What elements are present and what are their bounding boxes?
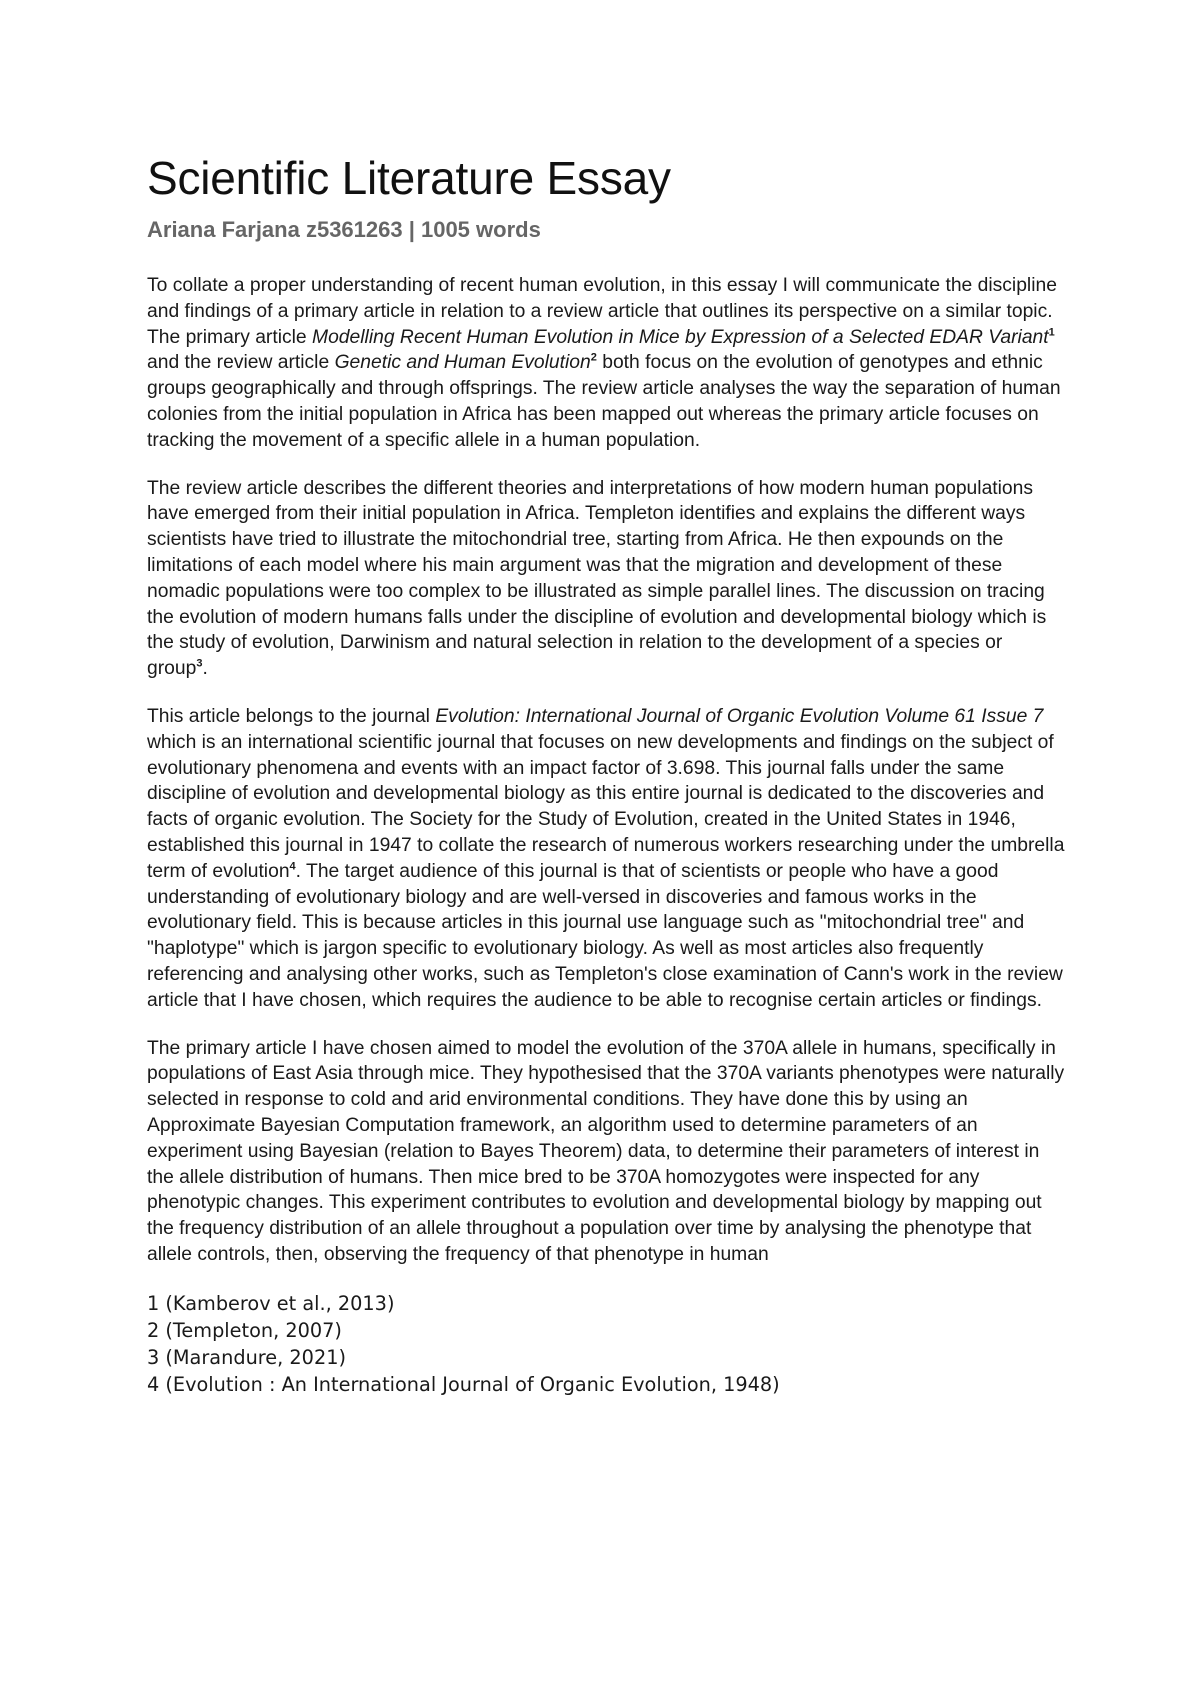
paragraph-2 [147,476,1067,682]
paragraph-text: The primary article I have chosen aimed to model the evolution of the 370A allele in humans, specifically in populations of East Asia through mice. They hypothesised that the 370A variants phenotypes were naturally selected in response to cold and arid environmental conditions. They have done this by using an Approximate Bayesian Computation framework, an algorithm used to determine parameters of an experiment using Bayesian (relation to Bayes Theorem) data, to determine their parameters of interest in the allele distribution of humans. Then mice bred to be 370A homozygotes were inspected for any phenotypic changes. This experiment contributes to evolution and developmental biology by mapping out the frequency distribution of an allele throughout a population over time by analysing the phenotype that allele controls, then, observing the frequency of that phenotype in human [147,1037,1065,1265]
paragraph-text: The review article describes the different theories and interpretations of how modern human populations have emerged from their initial population in Africa. Templeton identifies and explains the different ways scientists have tried to illustrate the mitochondrial tree, starting from Africa. He then expounds on the limitations of each model where his main argument was that the migration and development of these nomadic populations were too complex to be illustrated as simple parallel lines. The discussion on tracing the evolution of modern humans falls under the discipline of evolution and developmental biology which is the study of evolution, Darwinism and natural selection in relation to the development of a species or group [147,477,1047,680]
footnote-marker: 2 [590,351,597,364]
reference-item: 1 (Kamberov et al., 2013) [147,1291,395,1315]
paragraph-text: . The target audience of this journal is that of scientists or people who have a good understanding of evolutionary biology and are well-versed in discoveries and famous works in the evolutionary field. This is because articles in this journal use language such as "mitochondrial tree" and "haplotype" which is jargon specific to evolutionary biology. As well as most articles also frequently referencing and analysing other works, such as Templeton's close examination of Cann's work in the review article that I have chosen, which requires the audience to be able to recognise certain articles or findings. [147,860,1063,1011]
reference-item: 4 (Evolution : An International Journal of Organic Evolution, 1948) [147,1373,780,1397]
reference-item: 3 (Marandure, 2021) [147,1346,347,1370]
document-page [147,150,1067,1399]
review-article-title: Genetic and Human Evolution [334,352,591,374]
reference-item: 2 (Templeton, 2007) [147,1318,342,1342]
paragraph-1 [147,273,1067,454]
paragraph-3 [147,704,1067,1014]
footnote-marker: 3 [196,657,203,670]
paragraph-text: which is an international scientific journal that focuses on new developments and findings on the subject of evolutionary phenomena and events with an impact factor of 3.698. This journal falls under the same discipline of evolution and developmental biology as this entire journal is dedicated to the discoveries and facts of organic evolution. The Society for the Study of Evolution, created in the United States in 1946, established this journal in 1947 to collate the research of numerous workers researching under the umbrella term of evolution [147,731,1065,882]
journal-title: Evolution: International Journal of Organic Evolution Volume 61 Issue 7 [435,705,1044,727]
paragraph-text: To collate a proper understanding of recent human evolution, in this essay I will communicate the discipline and findings of a primary article in relation to a review article that outlines its perspective on a similar topic. The primary article [147,275,1057,348]
document-title: Scientific Literature Essay [147,152,671,204]
paragraph-4 [147,1036,1067,1268]
footnote-marker: 4 [289,860,296,873]
document-subtitle: Ariana Farjana z5361263 | 1005 words [147,217,541,242]
footnote-references [147,1290,1067,1399]
paragraph-text: This article belongs to the journal [147,705,436,727]
paragraph-text: . [202,658,208,680]
paragraph-text: both focus on the evolution of genotypes and ethnic groups geographically and through offsprings. The review article analyses the way the separation of human colonies from the initial population in Africa has been mapped out whereas the primary article focuses on tracking the movement of a specific allele in a human population. [147,352,1061,451]
primary-article-title: Modelling Recent Human Evolution in Mice by Expression of a Selected EDAR Variant [312,326,1049,348]
paragraph-text: and the review article [147,352,335,374]
footnote-marker: 1 [1048,326,1055,339]
